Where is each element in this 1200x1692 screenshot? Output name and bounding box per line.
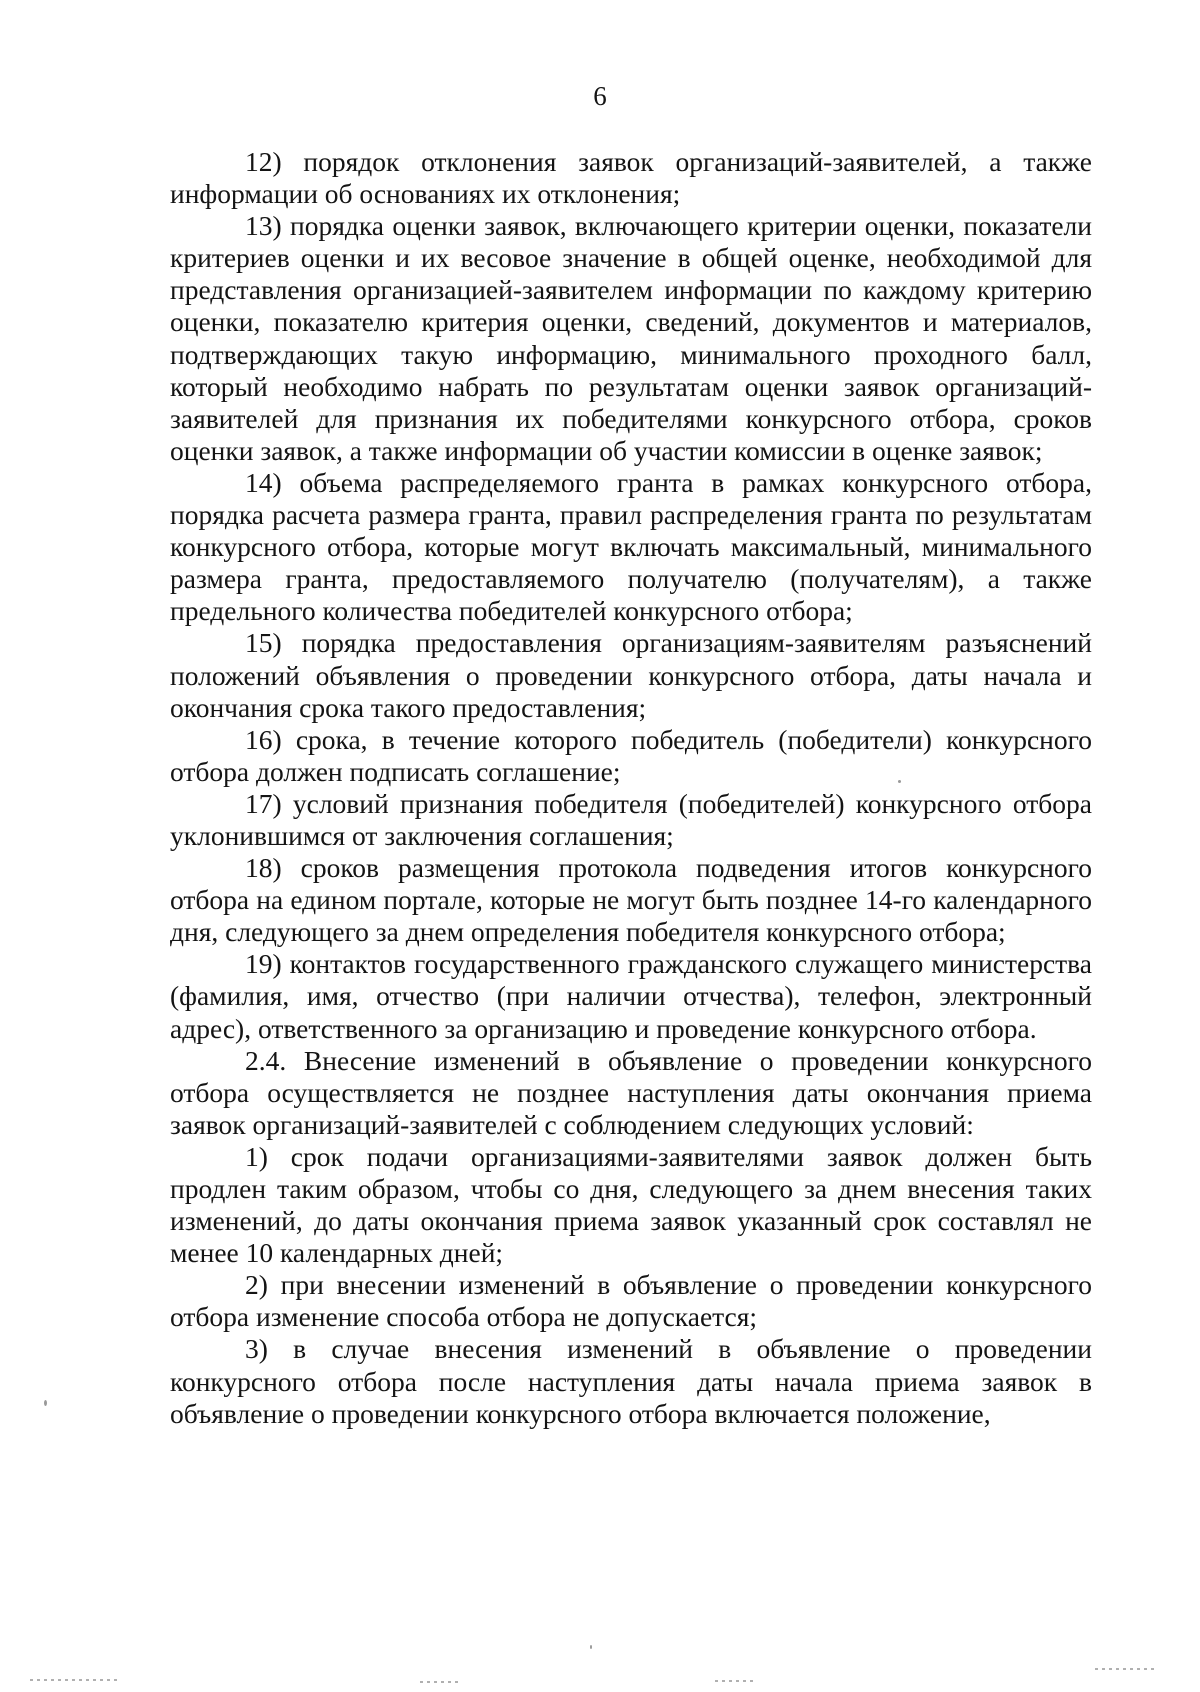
page-number: 6 — [593, 81, 607, 111]
section-2-4-paragraph: 2.4. Внесение изменений в объявление о проведении конкурсного отбора осуществляется не позднее наступления даты окончания приема заявок организаций-заявителей с соблюдением следующих условий: — [170, 1044, 1092, 1140]
paragraph-item-18: 18) сроков размещения протокола подведения итогов конкурсного отбора на едином портале, которые не могут быть позднее 14-го календарного дня, следующего за днем определения победителя конкурсного отбора; — [170, 852, 1092, 948]
paragraph-item-15: 15) порядка предоставления организациям-заявителям разъяснений положений объявления о проведении конкурсного отбора, даты начала и окончания срока такого предоставления; — [170, 627, 1092, 723]
scan-edge-noise — [1095, 1668, 1155, 1670]
condition-item-1: 1) срок подачи организациями-заявителями заявок должен быть продлен таким образом, чтобы со дня, следующего за днем внесения таких изменений, до даты окончания приема заявок указанный срок составлял не менее 10 календарных дней; — [170, 1140, 1092, 1269]
condition-item-3: 3) в случае внесения изменений в объявление о проведении конкурсного отбора после наступления даты начала приема заявок в объявление о проведении конкурсного отбора включается положение, — [170, 1333, 1092, 1429]
paragraph-item-19: 19) контактов государственного гражданского служащего министерства (фамилия, имя, отчество (при наличии отчества), телефон, электронный адрес), ответственного за организацию и проведение конкурсного отбора. — [170, 948, 1092, 1044]
paragraph-item-14: 14) объема распределяемого гранта в рамках конкурсного отбора, порядка расчета размера гранта, правил распределения гранта по результатам конкурсного отбора, которые могут включать максимальный, минимального размера гранта, предоставляемого получателю (получателям), а также предельного количества победителей конкурсного отбора; — [170, 466, 1092, 627]
scan-speck — [44, 1400, 47, 1406]
scan-edge-noise — [715, 1680, 755, 1682]
paragraph-item-17: 17) условий признания победителя (победителей) конкурсного отбора уклонившимся от заключения соглашения; — [170, 787, 1092, 851]
paragraph-item-16: 16) срока, в течение которого победитель (победители) конкурсного отбора должен подписать соглашение; — [170, 723, 1092, 787]
scan-edge-noise — [420, 1681, 460, 1683]
scan-speck — [898, 780, 901, 783]
condition-item-2: 2) при внесении изменений в объявление о проведении конкурсного отбора изменение способа отбора не допускается; — [170, 1269, 1092, 1333]
scan-edge-noise — [30, 1679, 120, 1681]
paragraph-item-12: 12) порядок отклонения заявок организаций-заявителей, а также информации об основаниях их отклонения; — [170, 146, 1092, 210]
scan-speck — [590, 1645, 592, 1649]
document-body — [170, 146, 1092, 1430]
paragraph-item-13: 13) порядка оценки заявок, включающего критерии оценки, показатели критериев оценки и их весовое значение в общей оценке, необходимой для представления организацией-заявителем информации по каждому критерию оценки, показателю критерия оценки, сведений, документов и материалов, подтверждающих такую информацию, минимального проходного балл, который необходимо набрать по результатам оценки заявок организаций-заявителей для признания их победителями конкурсного отбора, сроков оценки заявок, а также информации об участии комиссии в оценке заявок; — [170, 210, 1092, 466]
